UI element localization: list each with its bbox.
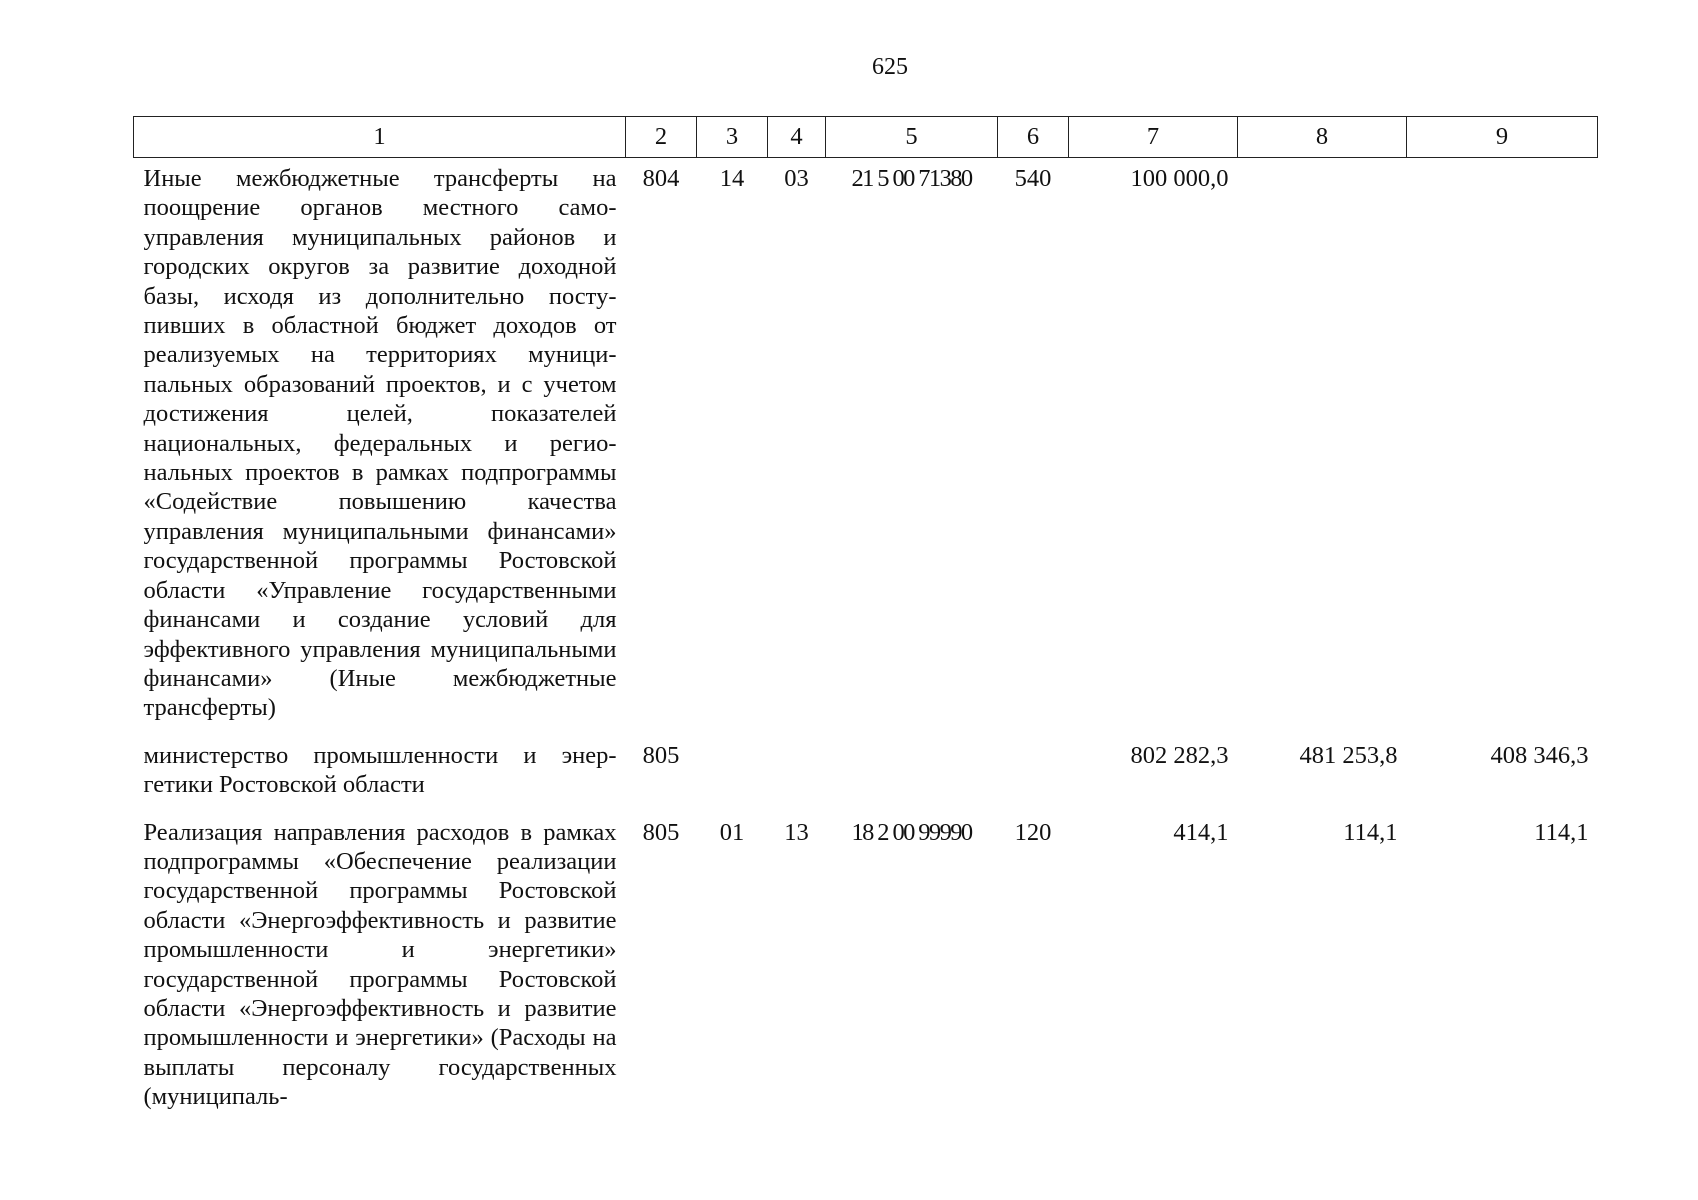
expense-type-code [998,735,1069,812]
ministry-code: 805 [642,818,680,846]
column-header-9: 9 [1407,117,1598,158]
column-header-2: 2 [626,117,697,158]
amount-col-8: 114,1 [1343,818,1398,846]
amount-col-7: 802 282,3 [1130,741,1229,769]
target-article-code: 21 5 00 71380 [851,165,972,192]
amount-col-7: 100 000,0 [1130,165,1229,192]
column-header-3: 3 [697,117,768,158]
amount-col-8 [1238,158,1407,735]
expense-type-code: 120 [1014,818,1052,846]
target-article-code: 18 2 00 99990 [851,818,972,846]
ministry-code: 804 [642,165,680,192]
column-header-6: 6 [998,117,1069,158]
budget-table [133,116,1598,1124]
column-header-8: 8 [1238,117,1407,158]
row-description: Реализация направления расходов в рамках подпрограммы «Обеспечение реализации государственной программы Ростовской области «Энергоэффективность и развитие промышленности и энергетики» государственной программы Ростовской области «Энергоэффективность и развитие промышленности и энергетики» (Расходы на выплаты персоналу государственных (муниципаль- [143,818,617,1111]
target-article-code [826,735,998,812]
table-row [134,158,1598,735]
column-header-5: 5 [826,117,998,158]
column-header-4: 4 [768,117,826,158]
expense-type-code: 540 [1014,165,1052,192]
amount-col-9: 408 346,3 [1490,741,1589,769]
table-row [134,735,1598,812]
amount-col-9 [1407,158,1598,735]
column-header-row [134,117,1598,158]
amount-col-9: 114,1 [1534,818,1589,846]
section-code [697,735,768,812]
section-code: 01 [719,818,745,846]
column-header-1: 1 [134,117,626,158]
section-code: 14 [719,165,745,192]
ministry-code: 805 [642,741,680,769]
page-number: 625 [872,54,908,80]
row-description: министерство промышленности и энергетики Ростовской области [143,741,617,799]
table-row [134,812,1598,1124]
amount-col-7: 414,1 [1173,818,1229,846]
column-header-7: 7 [1069,117,1238,158]
subsection-code [768,735,826,812]
subsection-code: 13 [784,818,809,846]
row-description: Иные межбюджетные трансферты на поощрение органов местного самоуправления муниципальных районов и городских округов за развитие доходной базы, исходя из дополнительно поступивших в областной бюджет доходов от реализуемых на территориях муниципальных образований проектов, и с учетом достижения целей, показателей национальных, федеральных и региональных проектов в рамках подпрограммы «Содействие повышению качества управления муниципальными финансами» государственной программы Ростовской области «Управление государственными финансами и создание условий для эффективного управления муниципальными финансами» (Иные межбюджетные трансферты) [143,165,617,722]
amount-col-8: 481 253,8 [1299,741,1398,769]
subsection-code: 03 [784,165,809,192]
